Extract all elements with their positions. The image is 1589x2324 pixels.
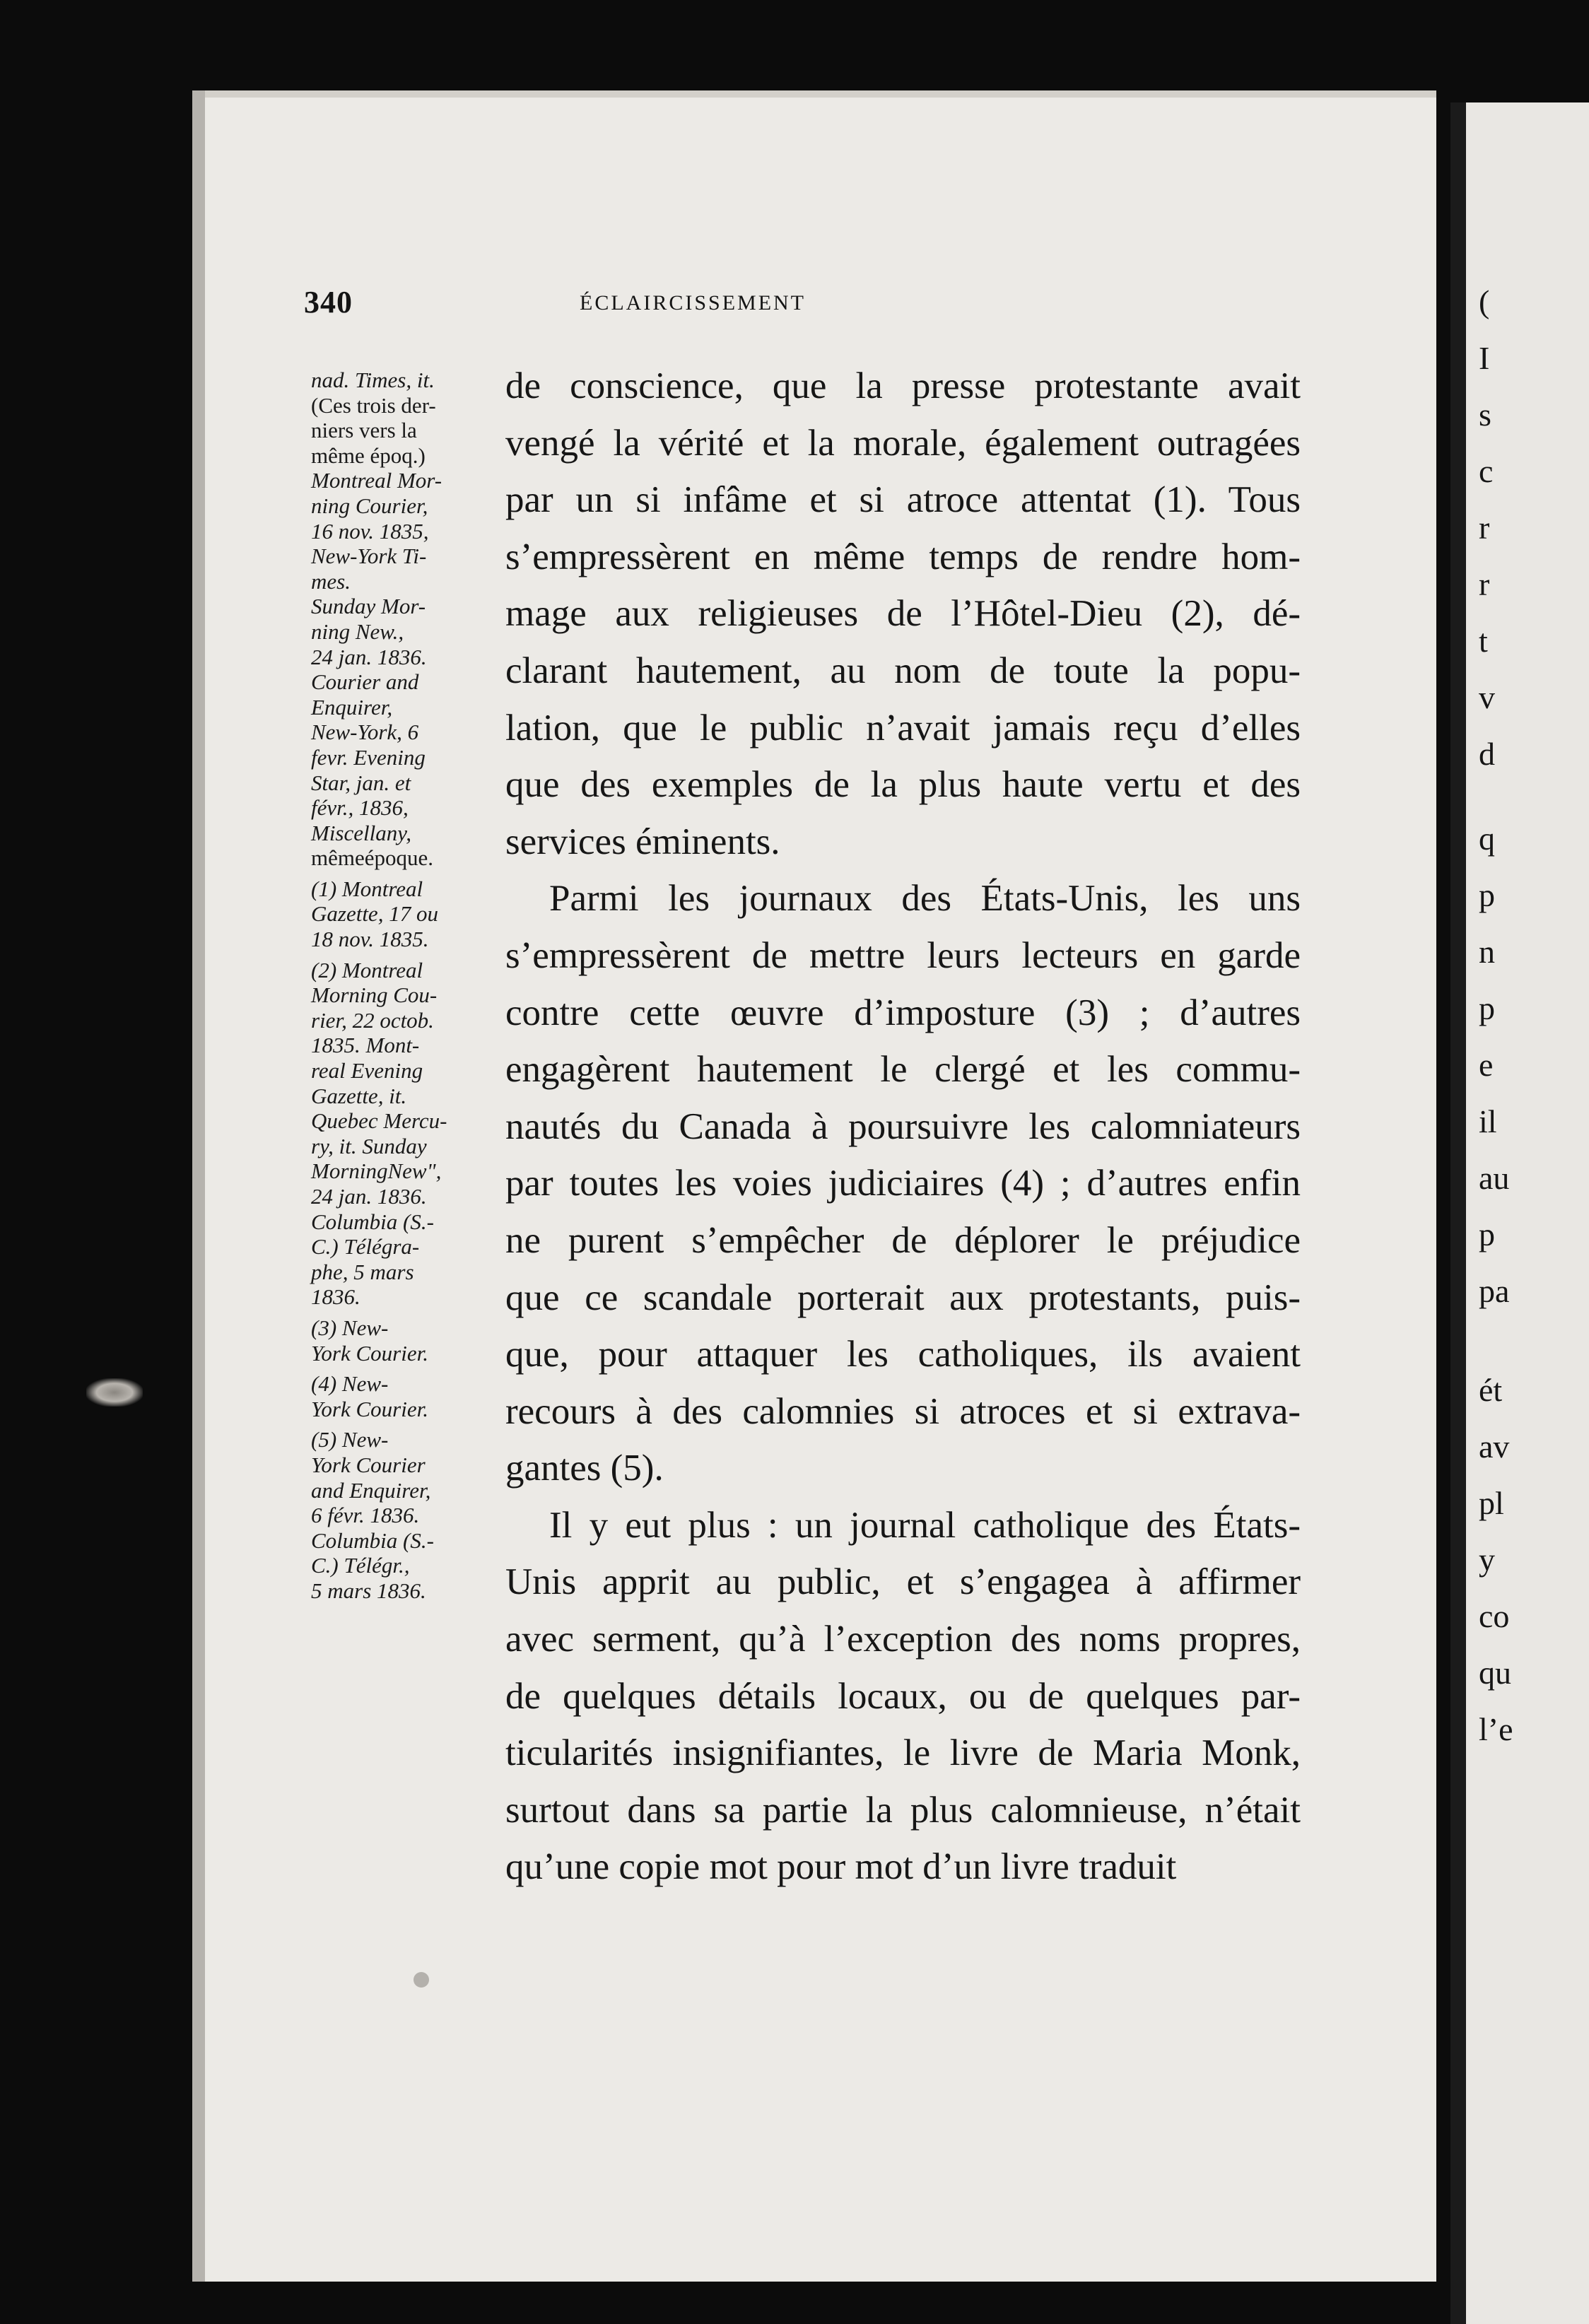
marginal-note-line: (3) New- [311,1315,389,1340]
marginal-note-line: mes. [311,568,351,594]
marginal-note-line: 24 jan. 1836. [311,644,427,669]
adjacent-page-fragment: il [1479,1103,1497,1139]
marginal-note-line: Columbia (S.- [311,1527,434,1553]
text-line: qu’une copie mot pour mot d’un livre traduit [505,1846,1177,1888]
adjacent-page-fragment: c [1479,453,1494,489]
text-line: Il y eut plus : un journal catholique des États- [549,1504,1301,1546]
marginal-note-line: 16 nov. 1835, [311,518,429,544]
adjacent-page-fragment: q [1479,821,1495,857]
marginal-note-line: 1836. [311,1284,360,1310]
marginal-note-line: C.) Télégra- [311,1234,420,1260]
text-line: gantes (5). [505,1448,664,1489]
adjacent-page-fragment: d [1479,736,1495,772]
text-line: vengé la vérité et la morale, également outragées [505,422,1301,464]
running-head: ÉCLAIRCISSEMENT [580,291,807,315]
marginal-note-line: ning Courier, [311,493,428,518]
text-line: services éminents. [505,821,780,862]
marginal-notes [311,368,491,1604]
text-line: de quelques détails locaux, ou de quelques par- [505,1675,1301,1717]
marginal-note-line: New-York, 6 [311,720,419,745]
marginal-note-line: Courier and [311,669,419,695]
marginal-note-line: 6 févr. 1836. [311,1503,420,1528]
text-line: de conscience, que la presse protestante avait [505,365,1301,406]
adjacent-page-fragment: qu [1479,1655,1511,1691]
adjacent-page-fragment: n [1479,934,1495,970]
adjacent-page-fragment: s [1479,397,1491,433]
text-line: Unis apprit au public, et s’engagea à affirmer [505,1561,1301,1603]
text-line: par toutes les voies judiciaires (4) ; d’autres enfin [505,1163,1301,1204]
adjacent-page-fragment: au [1479,1160,1510,1196]
marginal-note-line: (2) Montreal [311,957,423,982]
marginal-note-line: (5) New- [311,1427,389,1452]
text-line: recours à des calomnies si atroces et si extrava- [505,1390,1301,1432]
marginal-note-line: Morning Cou- [311,982,438,1008]
marginal-note-line: fevr. Evening [311,744,426,770]
page-header [304,284,1018,319]
ink-spot [414,1972,429,1988]
marginal-note-line: (Ces trois der- [311,392,436,418]
marginal-note-line: Sunday Mor- [311,594,426,619]
marginal-note-line: 24 jan. 1836. [311,1184,427,1209]
adjacent-page-fragment: ét [1479,1372,1503,1408]
text-line: Parmi les journaux des États-Unis, les uns [549,878,1301,920]
marginal-note-line: York Courier. [311,1396,428,1421]
text-line: mage aux religieuses de l’Hôtel-Dieu (2), dé- [505,593,1301,635]
marginal-note-line: C.) Télégr., [311,1553,410,1578]
marginal-note-line: rier, 22 octob. [311,1007,434,1033]
adjacent-page-fragment: l’e [1479,1711,1513,1747]
adjacent-page-fragment: I [1479,340,1490,376]
marginal-note-line: MorningNew", [311,1158,442,1184]
adjacent-page-fragment: r [1479,510,1490,546]
marginal-note-line: Montreal Mor- [311,468,442,493]
adjacent-page-fragment: pa [1479,1273,1510,1309]
body-text [505,358,1301,1896]
text-line: clarant hautement, au nom de toute la popu- [505,650,1301,691]
marginal-note-line: (4) New- [311,1371,389,1397]
adjacent-page-fragment: p [1479,990,1495,1026]
adjacent-page-fragment: pl [1479,1485,1504,1521]
text-line: que des exemples de la plus haute vertu et des [505,764,1301,806]
adjacent-page-fragment: t [1479,623,1488,659]
marginal-note-line: nad. Times, it. [311,368,435,392]
marginal-note-line: niers vers la [311,418,417,443]
marginal-note-line: Gazette, it. [311,1083,407,1108]
text-line: contre cette œuvre d’imposture (3) ; d’autres [505,992,1301,1033]
marginal-note-line: févr., 1836, [311,795,409,821]
marginal-note-line: (1) Montreal [311,876,423,901]
marginal-note-line: real Evening [311,1058,423,1084]
text-line: que, pour attaquer les catholiques, ils avaient [505,1334,1301,1375]
text-line: que ce scandale porterait aux protestants, puis- [505,1277,1301,1318]
marginal-note-line: York Courier. [311,1340,428,1366]
page-smudge [86,1378,143,1407]
text-line: avec serment, qu’à l’exception des noms propres, [505,1619,1301,1660]
marginal-note-line: and Enquirer, [311,1477,431,1503]
page-number: 340 [304,285,353,319]
text-line: lation, que le public n’avait jamais reçu d’elles [505,707,1301,749]
adjacent-page-fragment: ( [1479,283,1490,319]
adjacent-page-fragment: av [1479,1428,1510,1465]
marginal-note-line: New-York Ti- [311,544,427,569]
marginal-note-line: Columbia (S.- [311,1209,434,1234]
adjacent-page-fragment: r [1479,566,1490,602]
marginal-note-line: Gazette, 17 ou [311,901,438,927]
text-line: s’empressèrent en même temps de rendre hom- [505,536,1301,577]
text-line: nautés du Canada à poursuivre les calomniateurs [505,1105,1301,1147]
text-line: ticularités insignifiantes, le livre de Maria Monk, [505,1732,1301,1774]
text-line: surtout dans sa partie la plus calomnieuse, n’était [505,1789,1301,1831]
adjacent-page-fragment: e [1479,1047,1494,1083]
marginal-note-line: York Courier [311,1452,426,1477]
marginal-note-line: 1835. Mont- [311,1033,420,1058]
marginal-note-line: 5 mars 1836. [311,1578,426,1603]
adjacent-page-edge [1450,102,1589,2324]
marginal-note-line: mêmeépoque. [311,845,434,871]
adjacent-page-fragment: p [1479,1216,1495,1252]
text-line: ne purent s’empêcher de déplorer le préjudice [505,1219,1301,1261]
page-gutter-shadow [1450,102,1466,2324]
marginal-note-line: 18 nov. 1835. [311,927,429,952]
marginal-note-line: phe, 5 mars [311,1259,414,1284]
marginal-note-line: même époq.) [311,442,426,468]
marginal-note-line: Star, jan. et [311,770,411,795]
text-line: par un si infâme et si atroce attentat (1). Tous [505,479,1301,521]
marginal-note-line: ry, it. Sunday [311,1133,427,1158]
adjacent-page-fragment: p [1479,877,1495,913]
text-line: engagèrent hautement le clergé et les commu- [505,1049,1301,1091]
text-line: s’empressèrent de mettre leurs lecteurs en garde [505,934,1301,976]
marginal-note-line: Enquirer, [311,694,393,720]
marginal-note-line: Quebec Mercu- [311,1108,447,1134]
adjacent-page-fragment: v [1479,679,1495,715]
marginal-note-line: ning New., [311,618,404,644]
adjacent-page-fragment: co [1479,1598,1510,1634]
marginal-note-line: Miscellany, [311,820,412,845]
adjacent-page-fragment: y [1479,1542,1495,1578]
